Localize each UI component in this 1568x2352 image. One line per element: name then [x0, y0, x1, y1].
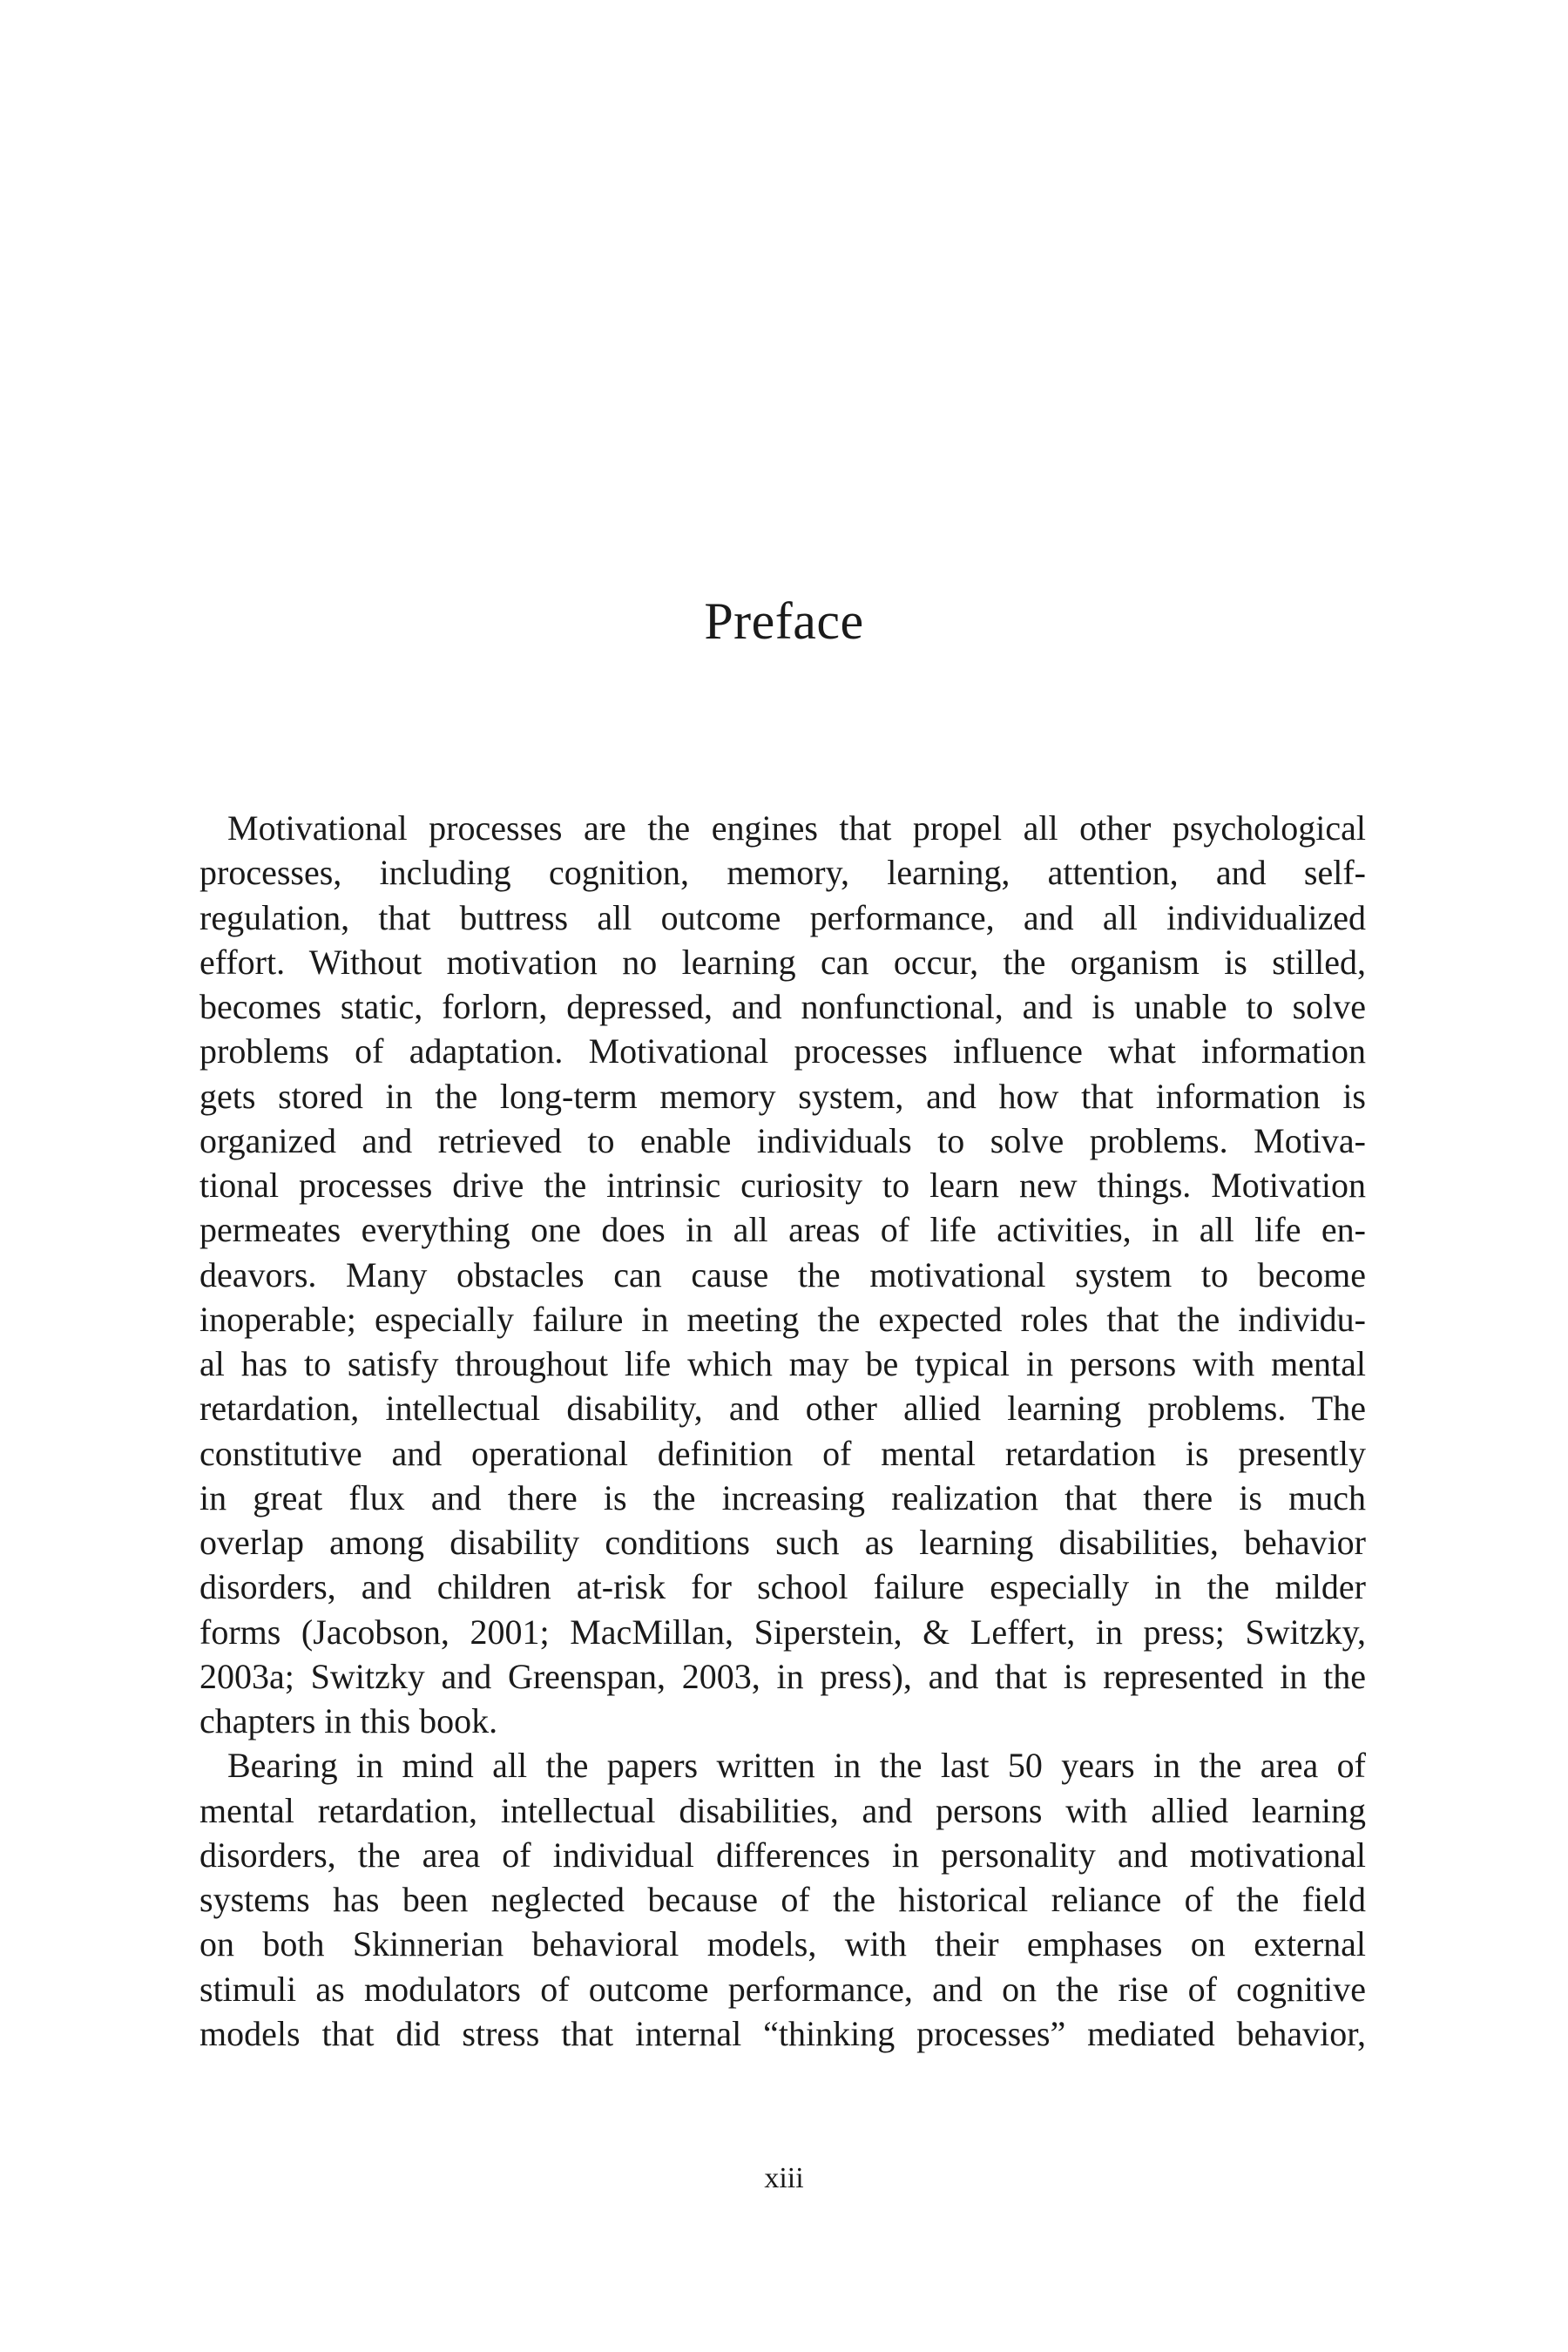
text-line: on both Skinnerian behavioral models, with their emphases on external	[199, 1924, 1366, 1964]
page-number: xiii	[764, 2162, 804, 2194]
text-line: disorders, the area of individual differences in personality and motivational	[199, 1835, 1366, 1875]
text-line: retardation, intellectual disability, and other allied learning problems. The	[199, 1389, 1366, 1429]
text-line: systems has been neglected because of the historical reliance of the field	[199, 1880, 1366, 1919]
text-line: effort. Without motivation no learning can occur, the organism is stilled,	[199, 942, 1366, 982]
text-line: problems of adaptation. Motivational processes influence what information	[199, 1031, 1366, 1071]
preface-body	[199, 806, 1366, 2056]
text-line: organized and retrieved to enable individuals to solve problems. Motiva-	[199, 1120, 1366, 1160]
text-line: models that did stress that internal “thinking processes” mediated behavior,	[199, 2013, 1366, 2053]
text-line: al has to satisfy throughout life which may be typical in persons with mental	[199, 1344, 1366, 1383]
text-line: processes, including cognition, memory, learning, attention, and self-	[199, 853, 1366, 893]
text-line: 2003a; Switzky and Greenspan, 2003, in press), and that is represented in the	[199, 1656, 1366, 1696]
text-line: regulation, that buttress all outcome performance, and all individualized	[199, 897, 1366, 937]
text-line: tional processes drive the intrinsic curiosity to learn new things. Motivation	[199, 1166, 1366, 1205]
text-line: forms (Jacobson, 2001; MacMillan, Siperstein, & Leffert, in press; Switzky,	[199, 1612, 1366, 1652]
text-line: deavors. Many obstacles can cause the motivational system to become	[199, 1254, 1366, 1294]
text-line: constitutive and operational definition of mental retardation is presently	[199, 1433, 1366, 1473]
text-line: permeates everything one does in all areas of life activities, in all life en-	[199, 1210, 1366, 1250]
text-line: in great flux and there is the increasing realization that there is much	[199, 1477, 1366, 1517]
text-line: inoperable; especially failure in meeting the expected roles that the individu-	[199, 1299, 1366, 1339]
text-line: Bearing in mind all the papers written in the last 50 years in the area of	[227, 1746, 1366, 1786]
text-line: becomes static, forlorn, depressed, and nonfunctional, and is unable to solve	[199, 987, 1366, 1026]
text-line: Motivational processes are the engines that propel all other psychological	[227, 808, 1366, 848]
text-line: gets stored in the long-term memory system, and how that information is	[199, 1076, 1366, 1116]
text-line: overlap among disability conditions such as learning disabilities, behavior	[199, 1523, 1366, 1562]
text-line: disorders, and children at-risk for school failure especially in the milder	[199, 1567, 1366, 1607]
text-line: stimuli as modulators of outcome performance, and on the rise of cognitive	[199, 1969, 1366, 2009]
page-title: Preface	[704, 592, 864, 650]
text-line: mental retardation, intellectual disabilities, and persons with allied learning	[199, 1790, 1366, 1830]
text-line: chapters in this book.	[199, 1701, 498, 1740]
